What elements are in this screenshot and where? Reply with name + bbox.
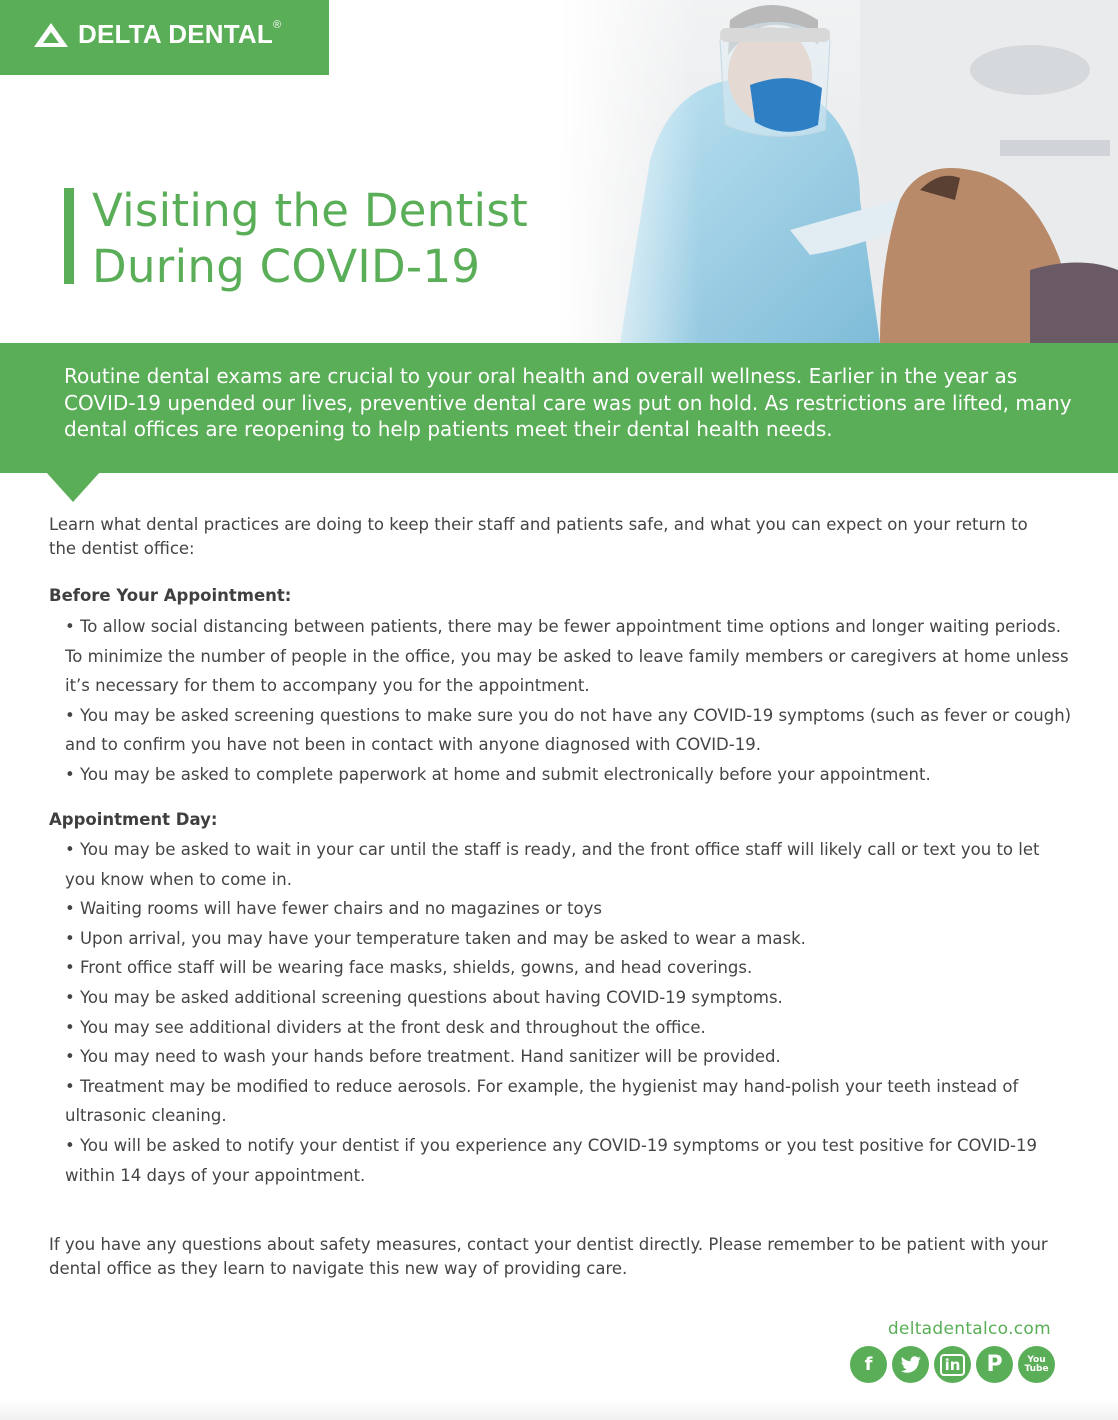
list-item: • To allow social distancing between patients, there may be fewer appointment time options and longer waiting periods. To minimize the number of people in the office, you may be asked to leave family members or caregivers at home unless it’s necessary for them to accompany you for the appointment. bbox=[65, 612, 1075, 701]
brand-logo[interactable] bbox=[78, 19, 281, 50]
list-item: • Waiting rooms will have fewer chairs and no magazines or toys bbox=[65, 894, 1075, 924]
before-appointment-list bbox=[49, 612, 1075, 790]
closing-paragraph: If you have any questions about safety measures, contact your dentist directly. Please remember to be patient with your dental office as they learn to navigate this new way of providing care. bbox=[49, 1235, 1048, 1278]
page-title bbox=[92, 183, 528, 295]
list-item: • You may be asked to complete paperwork at home and submit electronically before your appointment. bbox=[65, 760, 1075, 790]
pinterest-glyph: P bbox=[986, 1352, 1003, 1377]
linkedin-glyph: in bbox=[940, 1354, 966, 1376]
youtube-icon[interactable] bbox=[1018, 1346, 1055, 1383]
title-line-1: Visiting the Dentist bbox=[92, 184, 529, 237]
list-item: • Treatment may be modified to reduce aerosols. For example, the hygienist may hand-polish your teeth instead of ultrasonic cleaning. bbox=[65, 1072, 1075, 1131]
title-line-2: During COVID-19 bbox=[92, 240, 481, 293]
facebook-glyph: f bbox=[864, 1354, 873, 1375]
list-item: • Front office staff will be wearing face masks, shields, gowns, and head coverings. bbox=[65, 953, 1075, 983]
facebook-icon[interactable] bbox=[850, 1346, 887, 1383]
list-item: • You may be asked to wait in your car until the staff is ready, and the front office staff will likely call or text you to let you know when to come in. bbox=[65, 835, 1075, 894]
website-link[interactable]: deltadentalco.com bbox=[887, 1319, 1051, 1339]
appointment-day-heading: Appointment Day: bbox=[49, 810, 218, 829]
title-accent-bar bbox=[64, 188, 74, 284]
list-item: • You may be asked additional screening questions about having COVID-19 symptoms. bbox=[65, 983, 1075, 1013]
pinterest-icon[interactable] bbox=[976, 1346, 1013, 1383]
page-bottom-edge bbox=[0, 1400, 1118, 1420]
list-item: • Upon arrival, you may have your temperature taken and may be asked to wear a mask. bbox=[65, 924, 1075, 954]
twitter-bird-glyph bbox=[900, 1356, 922, 1374]
twitter-icon[interactable] bbox=[892, 1346, 929, 1383]
social-links bbox=[850, 1346, 1055, 1383]
registered-mark: ® bbox=[272, 19, 282, 31]
banner-text: Routine dental exams are crucial to your oral health and overall wellness. Earlier in the year as COVID-19 upended our lives, preventive dental care was put on hold. As restrictions are lifted, many dental offices are reopening to help patients meet their dental health needs. bbox=[64, 364, 1072, 441]
list-item: • You will be asked to notify your dentist if you experience any COVID-19 symptoms or you test positive for COVID-19 within 14 days of your appointment. bbox=[65, 1131, 1075, 1190]
delta-triangle-icon bbox=[33, 22, 69, 48]
dentist-with-patient-photo bbox=[560, 0, 1118, 343]
logo-bar bbox=[0, 0, 329, 75]
banner-pointer bbox=[46, 472, 100, 502]
before-appointment-heading: Before Your Appointment: bbox=[49, 586, 292, 605]
list-item: • You may see additional dividers at the front desk and throughout the office. bbox=[65, 1013, 1075, 1043]
youtube-glyph: You Tube bbox=[1024, 1354, 1049, 1374]
list-item: • You may need to wash your hands before treatment. Hand sanitizer will be provided. bbox=[65, 1042, 1075, 1072]
appointment-day-list bbox=[49, 835, 1075, 1190]
linkedin-icon[interactable] bbox=[934, 1346, 971, 1383]
brand-name: DELTA DENTAL bbox=[78, 19, 273, 49]
list-item: • You may be asked screening questions to make sure you do not have any COVID-19 symptoms (such as fever or cough) and to confirm you have not been in contact with anyone diagnosed with COVID-19. bbox=[65, 701, 1075, 760]
intro-paragraph: Learn what dental practices are doing to keep their staff and patients safe, and what you can expect on your return to the dentist office: bbox=[49, 515, 1028, 558]
